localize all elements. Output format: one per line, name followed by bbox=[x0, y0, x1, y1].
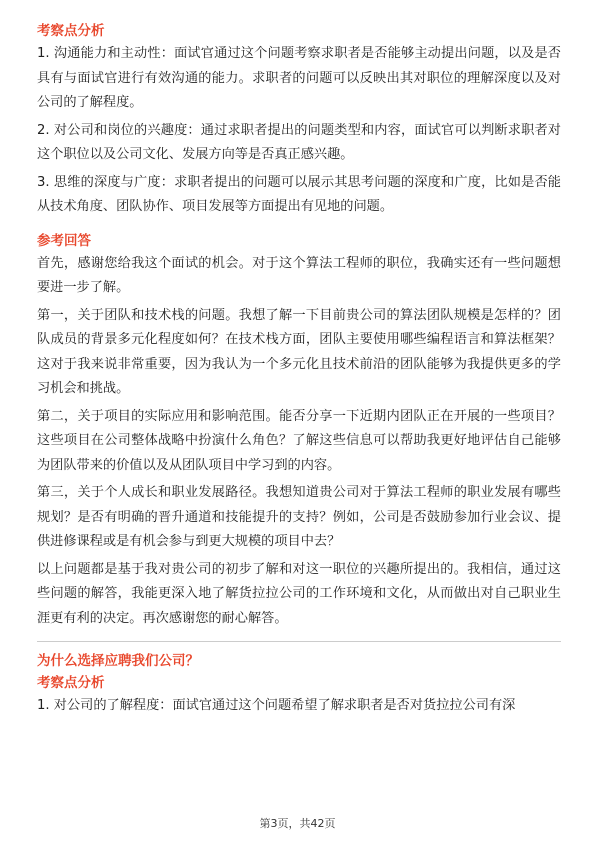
question-heading: 为什么选择应聘我们公司？ bbox=[37, 653, 199, 669]
page-number-footer: 第3页，共42页 bbox=[259, 817, 336, 830]
section-title-analysis: 考察点分析 bbox=[37, 23, 105, 39]
answer-paragraph: 以上问题都是基于我对贵公司的初步了解和对这一职位的兴趣所提出的。我相信，通过这些问题的解答，我能更深入地了解货拉拉公司的工作环境和文化，从而做出对自己职业生涯更有利的决定。再次感谢您的耐心解答。 bbox=[37, 561, 561, 626]
analysis-item: 3. 思维的深度与广度：求职者提出的问题可以展示其思考问题的深度和广度，比如是否能从技术角度、团队协作、项目发展等方面提出有见地的问题。 bbox=[37, 174, 561, 214]
section-title-analysis: 考察点分析 bbox=[37, 675, 105, 691]
answer-paragraph: 第二，关于项目的实际应用和影响范围。能否分享一下近期内团队正在开展的一些项目？这些项目在公司整体战略中扮演什么角色？了解这些信息可以帮助我更好地评估自己能够为团队带来的价值以及从团队项目中学习到的内容。 bbox=[37, 408, 561, 473]
answer-paragraph: 第三，关于个人成长和职业发展路径。我想知道贵公司对于算法工程师的职业发展有哪些规划？是否有明确的晋升通道和技能提升的支持？例如，公司是否鼓励参加行业会议、提供进修课程或是有机会参与到更大规模的项目中去？ bbox=[37, 485, 561, 549]
section-title-reference-answer: 参考回答 bbox=[37, 232, 91, 249]
analysis-item: 1. 对公司的了解程度：面试官通过这个问题希望了解求职者是否对货拉拉公司有深 bbox=[37, 698, 516, 713]
answer-paragraph: 第一，关于团队和技术栈的问题。我想了解一下目前贵公司的算法团队规模是怎样的？团队成员的背景多元化程度如何？在技术栈方面，团队主要使用哪些编程语言和算法框架？这对于我来说非常重要，因为我认为一个多元化且技术前沿的团队能够为我提供更多的学习机会和挑战。 bbox=[37, 307, 561, 396]
answer-paragraph: 首先，感谢您给我这个面试的机会。对于这个算法工程师的职位，我确实还有一些问题想要进一步了解。 bbox=[37, 255, 561, 295]
page-content bbox=[37, 20, 561, 722]
analysis-item: 2. 对公司和岗位的兴趣度：通过求职者提出的问题类型和内容，面试官可以判断求职者对这个职位以及公司文化、发展方向等是否真正感兴趣。 bbox=[37, 122, 561, 162]
section-divider bbox=[37, 641, 561, 642]
analysis-item: 1. 沟通能力和主动性：面试官通过这个问题考察求职者是否能够主动提出问题，以及是否具有与面试官进行有效沟通的能力。求职者的问题可以反映出其对职位的理解深度以及对公司的了解程度。 bbox=[37, 46, 561, 110]
